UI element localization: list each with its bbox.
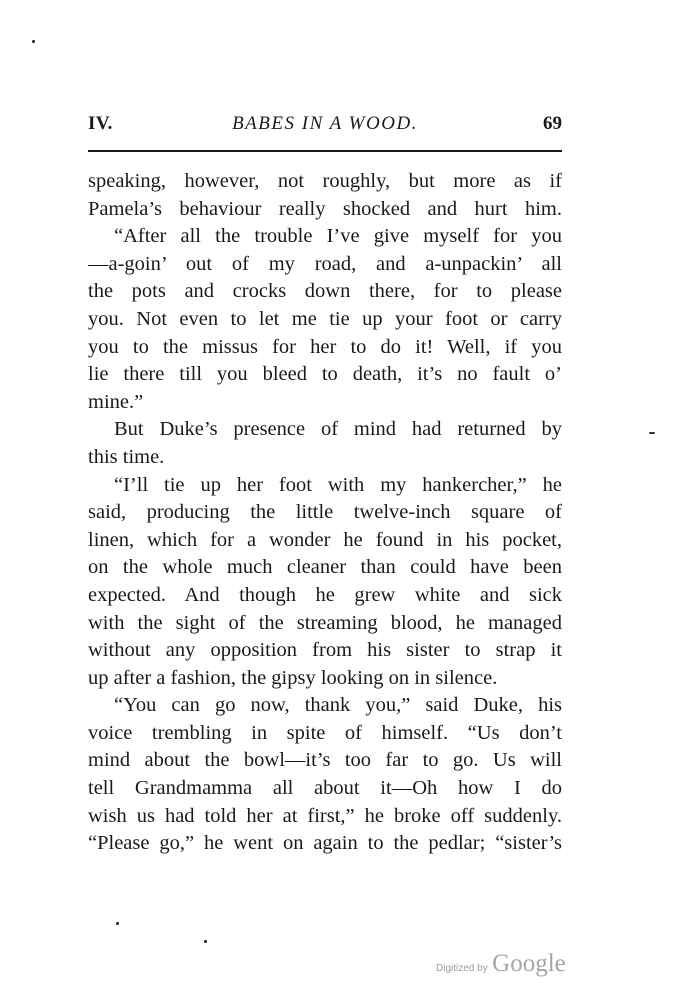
text-line: Pamela’s behaviour really shocked and hurt him. [88, 197, 562, 220]
text-line: mind about the bowl—it’s too far to go. Us will [88, 749, 562, 772]
text-line: up after a fashion, the gipsy looking on in silence. [88, 666, 498, 689]
text-line: the pots and crocks down there, for to please [88, 280, 562, 303]
running-title: BABES IN A WOOD. [232, 113, 418, 134]
text-line: without any opposition from his sister to strap it [88, 639, 562, 662]
scan-speck [649, 432, 655, 434]
text-line: expected. And though he grew white and sick [88, 583, 562, 606]
text-line: said, producing the little twelve-inch square of [88, 501, 562, 524]
text-line: tell Grandmamma all about it—Oh how I do [88, 777, 562, 800]
scan-speck [204, 940, 207, 943]
text-line: wish us had told her at first,” he broke off suddenly. [88, 804, 562, 827]
running-header [88, 109, 562, 139]
digitized-watermark [436, 950, 566, 978]
text-line: “Please go,” he went on again to the pedlar; “sister’s [88, 832, 562, 855]
text-line: speaking, however, not roughly, but more as if [88, 170, 562, 192]
text-line: on the whole much cleaner than could have been [88, 556, 562, 579]
text-line: “I’ll tie up her foot with my hankercher,” he [114, 473, 562, 496]
chapter-number: IV. [88, 113, 113, 134]
text-line: But Duke’s presence of mind had returned by [114, 418, 562, 441]
body-text [88, 168, 562, 858]
text-line: voice trembling in spite of himself. “Us don’t [88, 721, 562, 744]
digitized-by-label: Digitized by [436, 963, 488, 974]
text-line: linen, which for a wonder he found in his pocket, [88, 528, 562, 551]
text-line: —a-goin’ out of my road, and a-unpackin’ all [88, 252, 562, 275]
text-line: with the sight of the streaming blood, he managed [88, 611, 562, 634]
text-line: this time. [88, 445, 165, 468]
text-line: “You can go now, thank you,” said Duke, his [114, 694, 562, 717]
text-line: mine.” [88, 390, 144, 413]
text-line: you to the missus for her to do it! Well, if you [88, 335, 562, 358]
text-line: you. Not even to let me tie up your foot or carry [88, 307, 562, 330]
header-rule [88, 150, 562, 152]
scan-speck [32, 40, 35, 43]
page-number: 69 [543, 113, 562, 134]
text-line: “After all the trouble I’ve give myself for you [114, 225, 562, 248]
google-logo: Google [492, 950, 566, 977]
scan-speck [116, 922, 119, 925]
text-line: lie there till you bleed to death, it’s no fault o’ [88, 363, 562, 386]
